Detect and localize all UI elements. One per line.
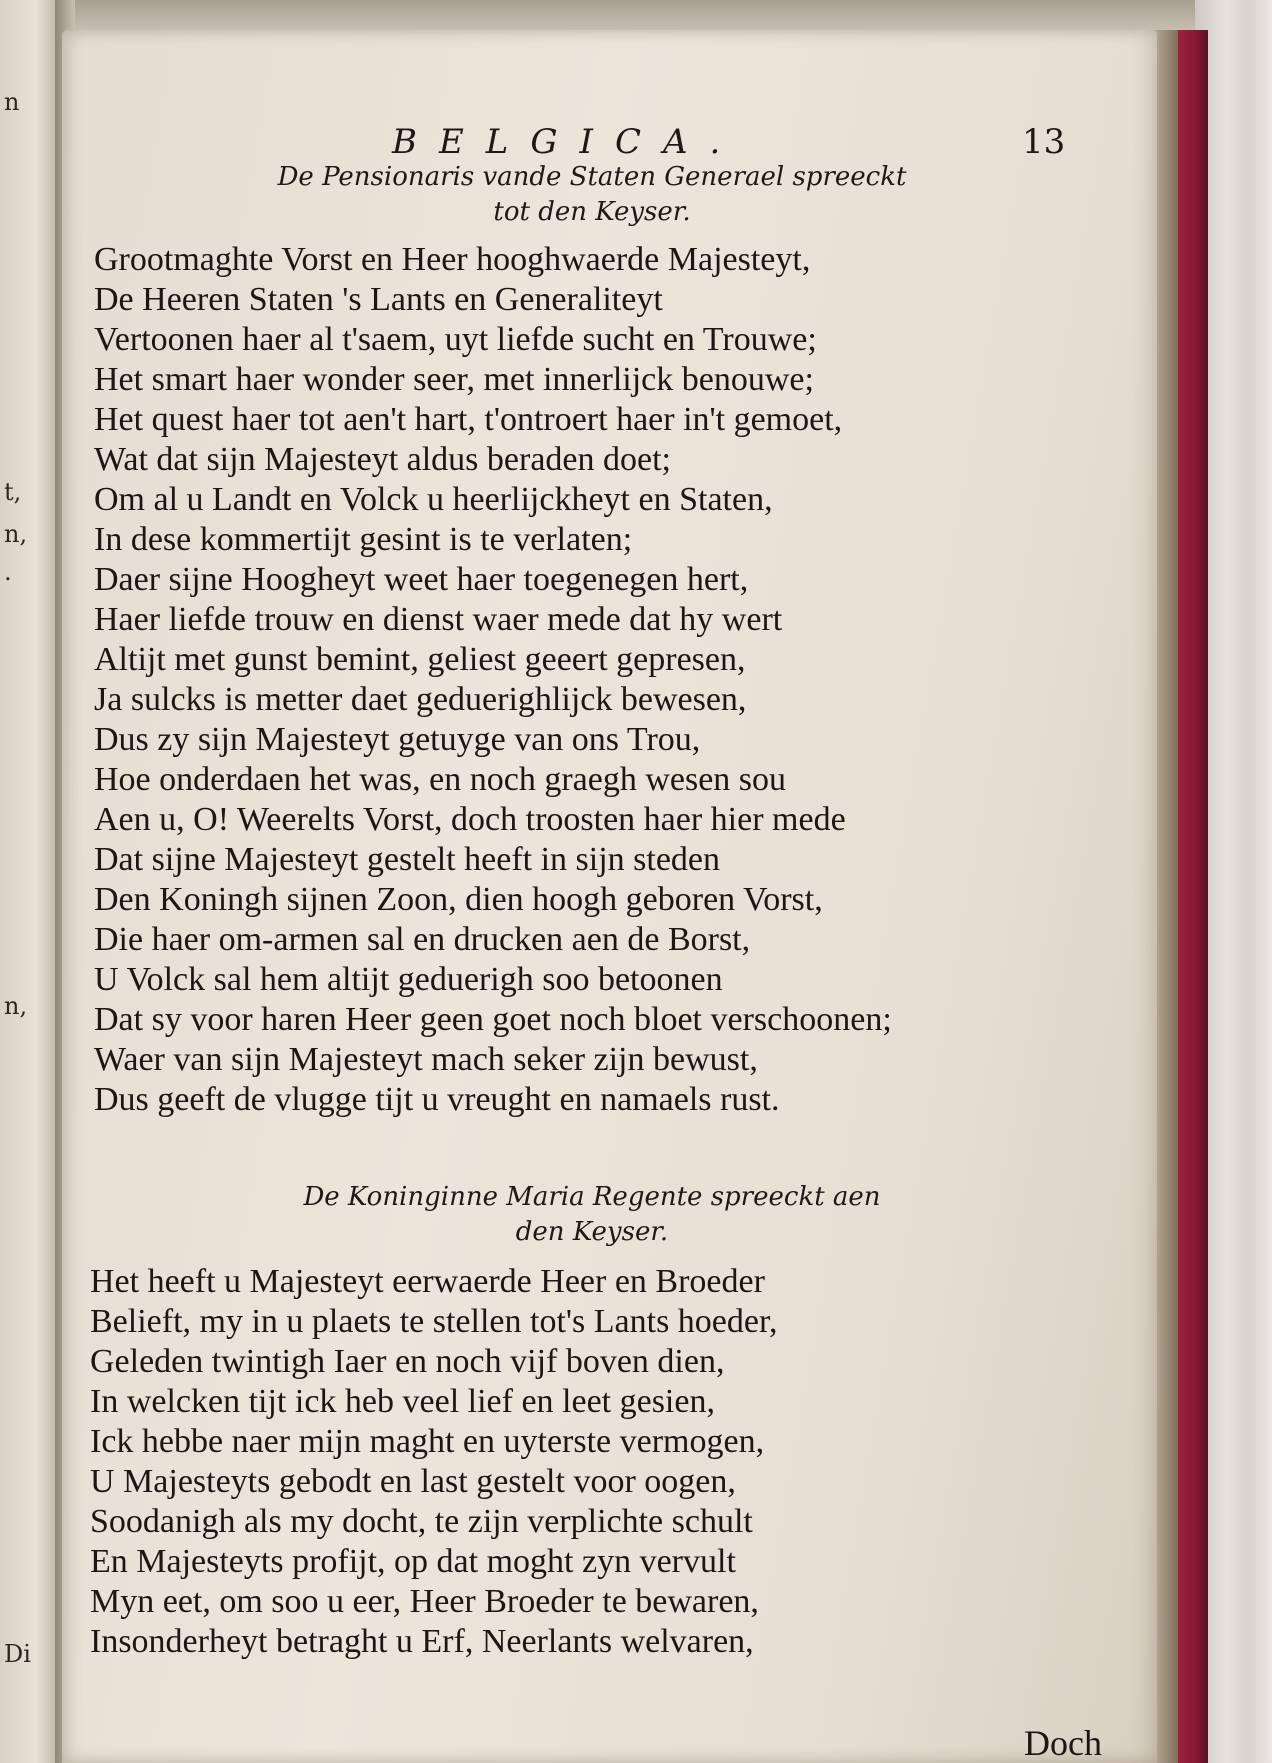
verse-line: Altijt met gunst bemint, geliest geeert gepresen, [94,641,746,678]
verse-line: U Majesteyts gebodt en last gestelt voor oogen, [90,1463,736,1500]
verse-line: Waer van sijn Majesteyt mach seker zijn bewust, [94,1041,758,1078]
catchword: Doch [1024,1723,1102,1763]
verse-line: In welcken tijt ick heb veel lief en leet gesien, [90,1383,715,1420]
verse-line: Dus geeft de vlugge tijt u vreught en namaels rust. [94,1081,780,1118]
page-number: 13 [1022,122,1066,162]
verse-line: Myn eet, om soo u eer, Heer Broeder te bewaren, [90,1583,759,1620]
heading-line: den Keyser. [515,1217,669,1247]
verse-line: Dus zy sijn Majesteyt getuyge van ons Trou, [94,721,701,758]
verse-line: Geleden twintigh Iaer en noch vijf boven dien, [90,1343,725,1380]
verse-line: Grootmaghte Vorst en Heer hooghwaerde Majesteyt, [94,241,811,278]
facing-page-fragment: n, [4,520,28,548]
heading-line: tot den Keyser. [493,197,691,227]
verse-line: U Volck sal hem altijt geduerigh soo betoonen [94,961,723,998]
verse-line: Dat sijne Majesteyt gestelt heeft in sijn steden [94,841,721,878]
verse-line: Vertoonen haer al t'saem, uyt liefde sucht en Trouwe; [94,321,817,358]
facing-page-fragment: n [4,88,20,116]
facing-page-fragment: . [4,558,12,586]
verse-line: In dese kommertijt gesint is te verlaten; [94,521,633,558]
facing-page-fragment: Di [4,1640,31,1668]
verse-line: Wat dat sijn Majesteyt aldus beraden doet; [94,441,671,478]
verse-line: Den Koningh sijnen Zoon, dien hoogh geboren Vorst, [94,881,823,918]
verse-line: Het quest haer tot aen't hart, t'ontroert haer in't gemoet, [94,401,843,438]
verse-line: Ja sulcks is metter daet geduerighlijck bewesen, [94,681,747,718]
verse-line: Het smart haer wonder seer, met innerlijck benouwe; [94,361,814,398]
verse-line: De Heeren Staten 's Lants en Generaliteyt [94,281,663,318]
facing-page-fragment: n, [4,992,28,1020]
verse-line: Ick hebbe naer mijn maght en uyterste vermogen, [90,1423,765,1460]
heading-line: De Koninginne Maria Regente spreeckt aen [303,1182,881,1212]
facing-page-fragment: t, [4,478,22,506]
section-heading-pensionaris [142,160,1042,230]
verse-line: Daer sijne Hoogheyt weet haer toegenegen hert, [94,561,749,598]
verse-line: Om al u Landt en Volck u heerlijckheyt en Staten, [94,481,773,518]
running-head: BELGICA. [392,122,743,162]
verse-line: En Majesteyts profijt, op dat moght zyn vervult [90,1543,736,1580]
heading-line: De Pensionaris vande Staten Generael spreeckt [277,162,907,192]
section-heading-maria [142,1180,1042,1250]
verse-line: Het heeft u Majesteyt eerwaerde Heer en Broeder [90,1263,765,1300]
facing-page [0,0,60,1763]
verse-line: Hoe onderdaen het was, en noch graegh wesen sou [94,761,787,798]
verse-block-pensionaris [94,240,892,1120]
verse-line: Aen u, O! Weerelts Vorst, doch troosten haer hier mede [94,801,846,838]
verse-line: Dat sy voor haren Heer geen goet noch bloet verschoonen; [94,1001,892,1038]
verse-line: Soodanigh als my docht, te zijn verplichte schult [90,1503,753,1540]
book-page [62,30,1157,1763]
verse-line: Haer liefde trouw en dienst waer mede dat hy wert [94,601,783,638]
verse-line: Insonderheyt betraght u Erf, Neerlants welvaren, [90,1623,754,1660]
verse-line: Belieft, my in u plaets te stellen tot's Lants hoeder, [90,1303,778,1340]
verse-block-maria [90,1262,777,1662]
verse-line: Die haer om-armen sal en drucken aen de Borst, [94,921,751,958]
